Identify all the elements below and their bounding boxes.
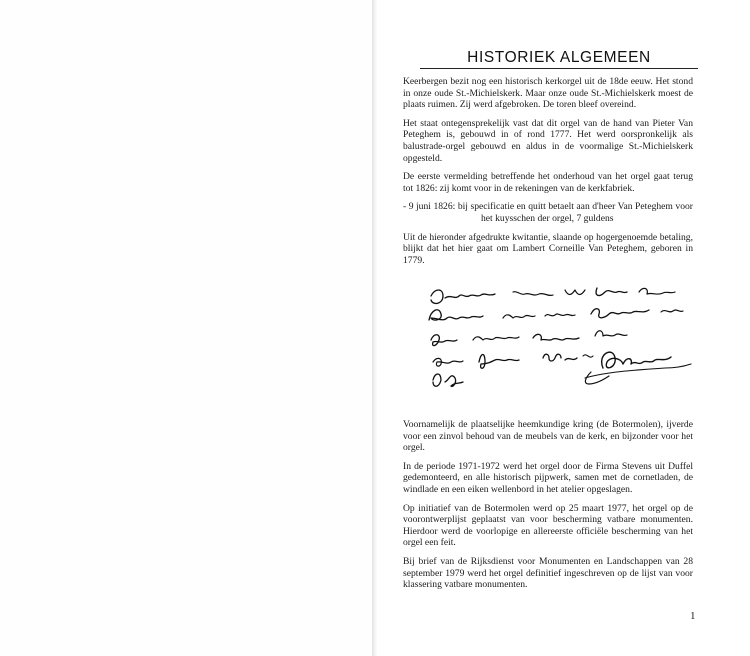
paragraph: Keerbergen bezit nog een historisch kerkorgel uit de 18de eeuw. Het stond in onze oude St.-Michielskerk. Maar onze oude St.-Michielskerk moest de plaats ruimen. Zij werd afgebroken. De toren bleef overeind. xyxy=(403,76,693,111)
paragraph: De eerste vermelding betreffende het onderhoud van het orgel gaat terug tot 1826: zij komt voor in de rekeningen van de kerkfabriek. xyxy=(403,171,693,194)
handwritten-receipt-scan xyxy=(425,282,693,390)
paragraph: Op initiatief van de Botermolen werd op 25 maart 1977, het orgel op de voorontwerplijst geplaatst van voor bescherming vatbare monumenten. Hierdoor werd de voorlopige en allereerste officiële bescherming van het orgel een feit. xyxy=(403,502,693,549)
paragraph: Bij brief van de Rijksdienst voor Monumenten en Landschappen van 28 september 1979 werd het orgel definitief ingeschreven op de lijst van voor klassering vatbare monumenten. xyxy=(403,555,693,591)
blank-left-page xyxy=(0,0,373,656)
paragraph: Voornamelijk de plaatselijke heemkundige kring (de Botermolen), ijverde voor een zinvol behoud van de meubels van de kerk, en bijzonder voor het orgel. xyxy=(403,419,693,454)
page-number: 1 xyxy=(690,610,696,622)
handwritten-receipt-image xyxy=(425,282,693,390)
intro-text xyxy=(403,76,693,273)
history-text xyxy=(403,419,693,598)
archive-quote: - 9 juni 1826: bij specificatie en quitt betaelt aan d'heer Van Peteghem voor het kuysschen der orgel, 7 guldens xyxy=(403,201,693,224)
page-title-box xyxy=(420,48,698,69)
paragraph: Het staat ontegensprekelijk vast dat dit orgel van de hand van Pieter Van Peteghem is, gebouwd in of rond 1777. Het werd oorspronkelijk als balustrade-orgel gebouwd en aldus in de voormalige St.-Michielskerk opgesteld. xyxy=(403,117,693,164)
page-title: HISTORIEK ALGEMEEN xyxy=(467,49,651,66)
paragraph: In de periode 1971-1972 werd het orgel door de Firma Stevens uit Duffel gedemonteerd, en alle historisch pijpwerk, samen met de cornetladen, de windlade en een eiken wellenbord in het atelier opgeslagen. xyxy=(403,460,693,495)
paragraph: Uit de hieronder afgedrukte kwitantie, slaande op hogergenoemde betaling, blijkt dat het hier gaat om Lambert Corneille Van Peteghem, geboren in 1779. xyxy=(403,231,693,266)
